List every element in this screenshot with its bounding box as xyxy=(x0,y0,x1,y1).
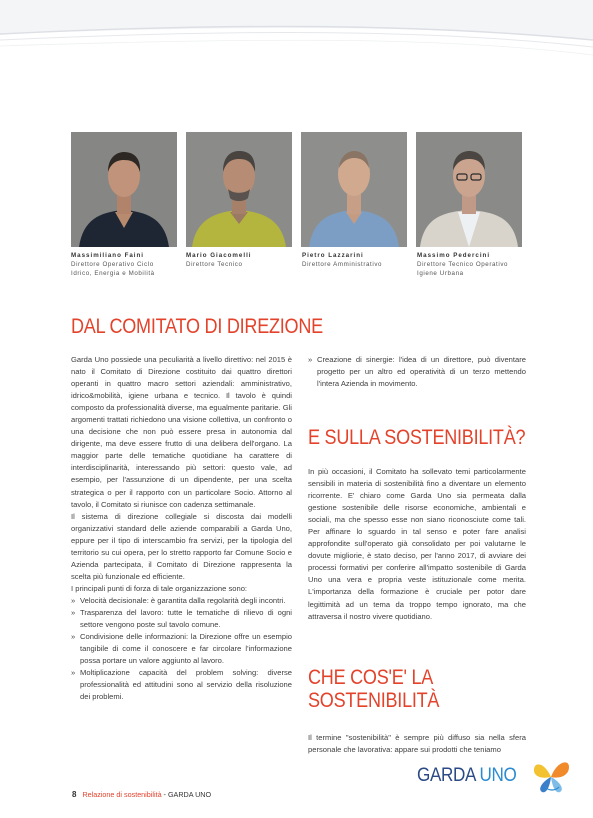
person-name: Pietro Lazzarini xyxy=(302,252,364,259)
portrait-photo-1 xyxy=(71,132,177,247)
person-name: Massimo Pedercini xyxy=(417,252,491,259)
right-column-bullet xyxy=(308,354,526,390)
person-name: Massimiliano Faini xyxy=(71,252,145,259)
section-title-che-cose-line1: CHE COS'E' LA xyxy=(308,665,434,689)
caption-person-3 xyxy=(302,251,427,269)
footer-org: - GARDA UNO xyxy=(161,790,212,799)
list-item: » Moltiplicazione capacità del problem solving: diverse professionalità ed attitudini sono al servizio della risoluzione dei problemi. xyxy=(71,667,292,703)
portrait-photo-4 xyxy=(416,132,522,247)
person-role: Igiene Urbana xyxy=(417,270,464,277)
logo-text-garda: GARDA xyxy=(417,765,476,786)
paragraph: In più occasioni, il Comitato ha sollevato temi particolarmente sensibili in materia di sostenibilità fino a diventare un elemento ricorrente. E' chiaro come Garda Uno sia permeata dalla gestione sostenibile delle risorse economiche, ambientali e sociali, ma che spesso esse non siano riconosciute come tali. Per affinare lo sguardo in tal senso e poter fare analisi approfondite sull'operato già consolidato per poi valutarne le dovute migliorie, è stato deciso, per l'anno 2017, di avviare dei processi formativi per conferire all'impatto sostenibile di Garda Uno una vera e propria veste istituzionale come merita. L'importanza della formazione è cruciale per potor dare legittimità ad un tema da troppo tempo ignorato, ma che attraversa il nostro vivere quotidiano. xyxy=(308,467,526,621)
list-item: » Condivisione delle informazioni: la Direzione offre un esempio tangibile di come il conoscere e far circolare l'informazione possa portare un valore aggiunto al lavoro. xyxy=(71,631,292,667)
section-title-che-cose-line2: SOSTENIBILITÀ xyxy=(308,688,440,712)
caption-person-2 xyxy=(186,251,311,269)
footer-report-label: Relazione di sostenibilità xyxy=(82,790,162,799)
paragraph: Il termine "sostenibilità" è sempre più diffuso sia nella sfera personale che lavorativa: appare sui prodotti che teniamo xyxy=(308,733,526,755)
portrait-photo-2 xyxy=(186,132,292,247)
person-role: Direttore Tecnico xyxy=(186,261,243,268)
portrait-row xyxy=(71,132,522,250)
page-footer xyxy=(72,790,211,799)
caption-person-4 xyxy=(417,251,542,278)
list-item: » Trasparenza del lavoro: tutte le tematiche di rilievo di ogni settore vengono poste sul tavolo comune. xyxy=(71,607,292,631)
caption-person-1 xyxy=(71,251,196,278)
list-item: » Velocità decisionale: è garantita dalla regolarità degli incontri. xyxy=(71,595,292,607)
portrait-photo-3 xyxy=(301,132,407,247)
page-number: 8 xyxy=(72,790,77,799)
left-column-text xyxy=(71,354,292,703)
list-item: » Creazione di sinergie: l'idea di un direttore, può diventare progetto per un altro ed operatività di un terzo mettendo l'intera Azienda in movimento. xyxy=(308,354,526,390)
logo-text-uno: UNO xyxy=(475,765,517,786)
strengths-list xyxy=(71,595,292,703)
person-name: Mario Giacomelli xyxy=(186,252,252,259)
section3-text xyxy=(308,732,526,756)
section-title-sostenibilita: E SULLA SOSTENIBILITÀ? xyxy=(308,425,526,449)
person-role: Idrico, Energia e Mobilità xyxy=(71,270,155,277)
butterfly-icon xyxy=(531,757,571,795)
section2-text xyxy=(308,466,526,623)
paragraph: Garda Uno possiede una peculiarità a livello direttivo: nel 2015 è nato il Comitato di Direzione costituito dai quattro direttori operanti in quattro macro settori aziendali: amministrativo, idrico&mobilità, igiene urbana e tecnico. Il tavolo è quindi composto da professionalità diverse, ma egualmente paritarie. Gli argomenti trattati richiedono una visione collettiva, un confronto o una decisione che non può essere presa in autonomia dal dirigente, ma deve essere frutto di una delibera dell'organo. La maggior parte delle tematiche quotidiane ha carattere di interdisciplinarità, interessando più settori: questo vale, ad esempio, per l'assunzione di un dipendente, per una scelta strategica o per il rapporto con un particolare Socio. Attorno al tavolo, il Comitato si riunisce con cadenza settimanale. xyxy=(71,355,292,509)
person-role: Direttore Tecnico Operativo xyxy=(417,261,509,268)
paragraph: I principali punti di forza di tale organizzazione sono: xyxy=(71,583,248,593)
header-swoosh-decoration xyxy=(0,0,593,70)
garda-uno-logo xyxy=(417,757,577,797)
person-role: Direttore Amministrativo xyxy=(302,261,383,268)
paragraph: Il sistema di direzione collegiale si discosta dai modelli organizzativi standard delle aziende comparabili a Garda Uno, eppure per il tipo di interscambio fra servizi, per la tipologia del territorio su cui opera, per lo stretto rapporto far Comune Socio e Azienda partecipata, il Comitato di Direzione rappresenta la scelta più funzionale ed efficiente. xyxy=(71,511,292,581)
section-title-comitato: DAL COMITATO DI DIREZIONE xyxy=(71,314,323,338)
person-role: Direttore Operativo Ciclo xyxy=(71,261,154,268)
